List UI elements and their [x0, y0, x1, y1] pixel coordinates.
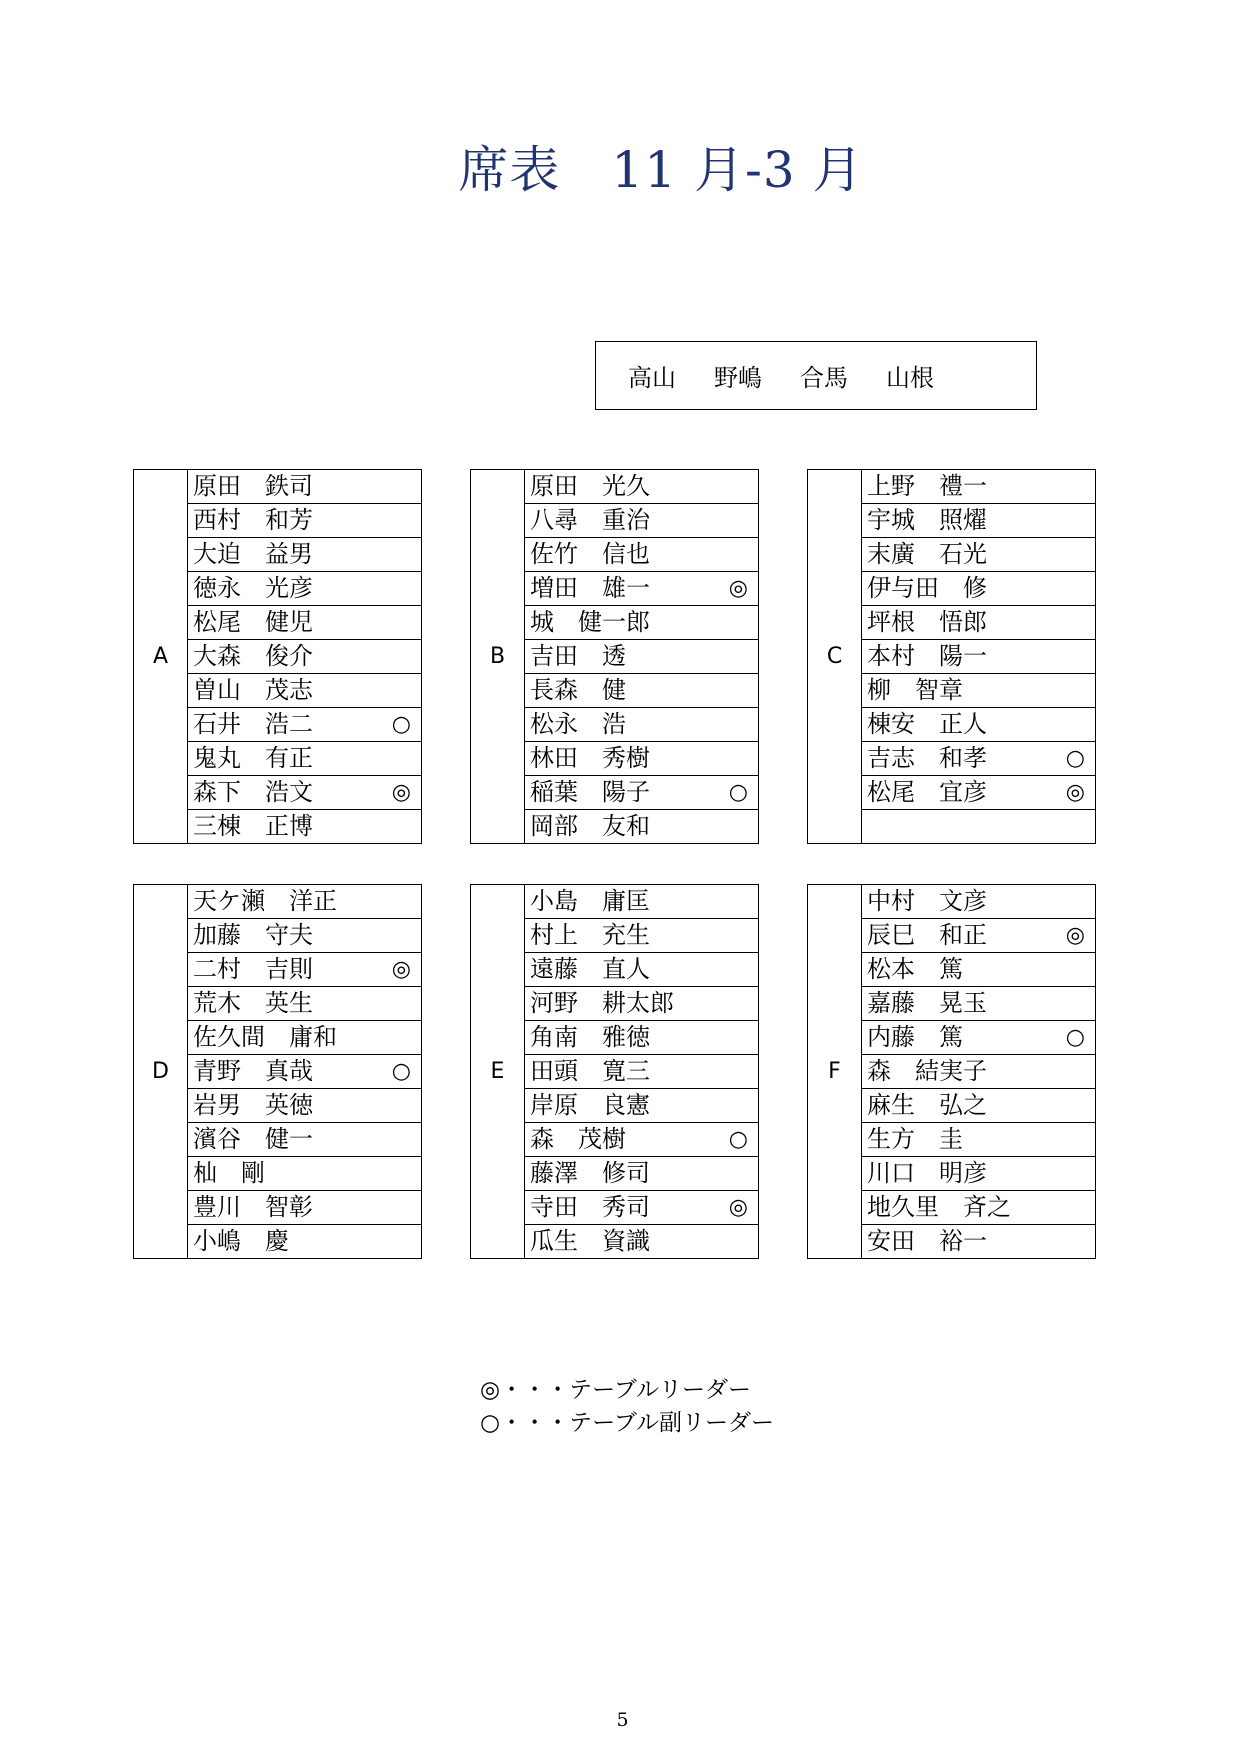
member-name: 石井 浩二 — [193, 710, 313, 738]
member-name: 西村 和芳 — [193, 506, 313, 534]
member-cell — [862, 810, 1096, 844]
group-letter: E — [471, 885, 525, 1259]
member-cell — [188, 606, 422, 640]
member-cell — [188, 1089, 422, 1123]
group-letter: A — [134, 470, 188, 844]
role-mark: ○ — [1065, 746, 1085, 771]
member-cell — [862, 708, 1096, 742]
member-name: 田頭 寛三 — [530, 1057, 650, 1085]
member-cell — [525, 572, 759, 606]
member-name: 城 健一郎 — [530, 608, 650, 636]
member-name: 末廣 石光 — [867, 540, 987, 568]
member-cell — [188, 1225, 422, 1259]
member-cell — [188, 640, 422, 674]
member-name: 麻生 弘之 — [867, 1091, 987, 1119]
member-cell — [525, 470, 759, 504]
member-name: 徳永 光彦 — [193, 574, 313, 602]
member-cell — [188, 1055, 422, 1089]
member-cell — [525, 708, 759, 742]
member-cell — [525, 674, 759, 708]
member-cell — [862, 742, 1096, 776]
role-mark: ○ — [391, 1059, 411, 1084]
member-name: 本村 陽一 — [867, 642, 987, 670]
table-group-b — [470, 469, 759, 844]
member-name: 小嶋 慶 — [193, 1227, 289, 1255]
member-name: 森下 浩文 — [193, 778, 313, 806]
member-name: 佐久間 庸和 — [193, 1023, 337, 1051]
member-cell — [525, 640, 759, 674]
member-name: 三棟 正博 — [193, 812, 313, 840]
table-row — [808, 885, 1096, 919]
member-cell — [862, 504, 1096, 538]
member-name: 長森 健 — [530, 676, 626, 704]
member-cell — [862, 1225, 1096, 1259]
member-cell — [188, 987, 422, 1021]
page-number: 5 — [616, 1709, 629, 1731]
member-cell — [188, 708, 422, 742]
table-group-e — [470, 884, 759, 1259]
member-cell — [525, 606, 759, 640]
member-cell — [862, 606, 1096, 640]
head-table-name: 野嶋 — [714, 364, 762, 392]
role-mark: ◎ — [391, 780, 411, 805]
table-group-d — [133, 884, 422, 1259]
member-name: 豊川 智彰 — [193, 1193, 313, 1221]
member-cell — [862, 538, 1096, 572]
member-name: 上野 禮一 — [867, 472, 987, 500]
member-cell — [862, 1157, 1096, 1191]
member-cell — [862, 1055, 1096, 1089]
role-mark: ◎ — [728, 1195, 748, 1220]
member-cell — [525, 919, 759, 953]
member-name: 伊与田 修 — [867, 574, 987, 602]
member-name: 岸原 良憲 — [530, 1091, 650, 1119]
member-name: 原田 光久 — [530, 472, 650, 500]
member-name: 辰巳 和正 — [867, 921, 987, 949]
role-mark: ○ — [391, 712, 411, 737]
member-name: 松尾 宜彦 — [867, 778, 987, 806]
member-name: 村上 充生 — [530, 921, 650, 949]
member-name: 宇城 照燿 — [867, 506, 987, 534]
member-cell — [862, 640, 1096, 674]
head-table-name: 山根 — [886, 364, 934, 392]
member-cell — [862, 572, 1096, 606]
table-row — [471, 885, 759, 919]
member-cell — [188, 953, 422, 987]
member-name: 坪根 悟郎 — [867, 608, 987, 636]
table-row — [134, 470, 422, 504]
member-name: 二村 吉則 — [193, 955, 313, 983]
role-mark: ◎ — [391, 957, 411, 982]
member-cell — [525, 953, 759, 987]
member-cell — [188, 810, 422, 844]
member-cell — [525, 1123, 759, 1157]
member-name: 杣 剛 — [193, 1159, 265, 1187]
role-mark: ◎ — [728, 576, 748, 601]
member-cell — [525, 1225, 759, 1259]
member-cell — [188, 674, 422, 708]
member-cell — [188, 572, 422, 606]
member-name: 中村 文彦 — [867, 887, 987, 915]
member-cell — [188, 470, 422, 504]
member-name: 荒木 英生 — [193, 989, 313, 1017]
member-name: 岡部 友和 — [530, 812, 650, 840]
member-cell — [188, 1021, 422, 1055]
member-cell — [525, 810, 759, 844]
member-name: 森 結実子 — [867, 1057, 987, 1085]
member-name: 吉田 透 — [530, 642, 626, 670]
member-name: 嘉藤 晃玉 — [867, 989, 987, 1017]
table-row — [134, 885, 422, 919]
member-cell — [862, 470, 1096, 504]
member-cell — [525, 1055, 759, 1089]
member-name: 大迫 益男 — [193, 540, 313, 568]
member-cell — [862, 1021, 1096, 1055]
role-mark: ◎ — [1065, 780, 1085, 805]
member-name: 濱谷 健一 — [193, 1125, 313, 1153]
member-cell — [525, 504, 759, 538]
head-table-name: 高山 — [628, 364, 676, 392]
member-name: 鬼丸 有正 — [193, 744, 313, 772]
member-cell — [862, 674, 1096, 708]
member-cell — [188, 504, 422, 538]
role-mark: ○ — [728, 780, 748, 805]
member-name: 松永 浩 — [530, 710, 626, 738]
member-name: 増田 雄一 — [530, 574, 650, 602]
member-name: 安田 裕一 — [867, 1227, 987, 1255]
member-name: 松尾 健児 — [193, 608, 313, 636]
member-name: 原田 鉄司 — [193, 472, 313, 500]
member-cell — [525, 1021, 759, 1055]
table-group-c — [807, 469, 1096, 844]
member-name: 柳 智章 — [867, 676, 963, 704]
member-name: 小島 庸匡 — [530, 887, 650, 915]
member-cell — [862, 776, 1096, 810]
group-letter: B — [471, 470, 525, 844]
table-group-a — [133, 469, 422, 844]
member-cell — [525, 987, 759, 1021]
member-name: 大森 俊介 — [193, 642, 313, 670]
member-name: 瓜生 資識 — [530, 1227, 650, 1255]
member-name: 角南 雅徳 — [530, 1023, 650, 1051]
member-name: 川口 明彦 — [867, 1159, 987, 1187]
member-cell — [525, 1191, 759, 1225]
member-name: 藤澤 修司 — [530, 1159, 650, 1187]
role-mark: ◎ — [1065, 923, 1085, 948]
member-cell — [525, 1157, 759, 1191]
member-cell — [862, 987, 1096, 1021]
legend — [480, 1374, 774, 1440]
member-name: 生方 圭 — [867, 1125, 963, 1153]
member-cell — [188, 1191, 422, 1225]
member-name: 八尋 重治 — [530, 506, 650, 534]
member-name: 森 茂樹 — [530, 1125, 626, 1153]
member-name: 岩男 英徳 — [193, 1091, 313, 1119]
member-cell — [188, 919, 422, 953]
group-letter: F — [808, 885, 862, 1259]
member-cell — [188, 538, 422, 572]
member-name: 河野 耕太郎 — [530, 989, 674, 1017]
member-name: 遠藤 直人 — [530, 955, 650, 983]
role-mark: ○ — [1065, 1025, 1085, 1050]
member-cell — [525, 885, 759, 919]
member-name: 青野 真哉 — [193, 1057, 313, 1085]
member-cell — [862, 919, 1096, 953]
page-title: 席表 11 月-3 月 — [458, 141, 864, 199]
member-name: 稲葉 陽子 — [530, 778, 650, 806]
member-cell — [525, 742, 759, 776]
member-cell — [862, 885, 1096, 919]
member-cell — [525, 538, 759, 572]
legend-subleader: ○・・・テーブル副リーダー — [480, 1410, 774, 1436]
group-letter: C — [808, 470, 862, 844]
member-name: 松本 篤 — [867, 955, 963, 983]
member-cell — [525, 1089, 759, 1123]
member-cell — [862, 1123, 1096, 1157]
member-name: 林田 秀樹 — [530, 744, 650, 772]
member-name: 曽山 茂志 — [193, 676, 313, 704]
legend-leader: ◎・・・テーブルリーダー — [480, 1377, 751, 1403]
member-cell — [188, 885, 422, 919]
member-cell — [862, 953, 1096, 987]
member-name: 地久里 斉之 — [867, 1193, 1011, 1221]
member-name: 寺田 秀司 — [530, 1193, 650, 1221]
member-cell — [862, 1089, 1096, 1123]
member-cell — [188, 742, 422, 776]
member-name: 吉志 和孝 — [867, 744, 987, 772]
member-cell — [525, 776, 759, 810]
member-cell — [188, 1157, 422, 1191]
member-name: 加藤 守夫 — [193, 921, 313, 949]
head-table-name: 合馬 — [800, 364, 848, 392]
member-cell — [188, 1123, 422, 1157]
member-name: 内藤 篤 — [867, 1023, 963, 1051]
member-cell — [862, 1191, 1096, 1225]
member-cell — [188, 776, 422, 810]
group-letter: D — [134, 885, 188, 1259]
role-mark: ○ — [728, 1127, 748, 1152]
member-name: 天ケ瀬 洋正 — [193, 887, 337, 915]
table-group-f — [807, 884, 1096, 1259]
member-name: 佐竹 信也 — [530, 540, 650, 568]
table-row — [471, 470, 759, 504]
table-row — [808, 470, 1096, 504]
head-table-box — [595, 341, 1037, 410]
member-name: 棟安 正人 — [867, 710, 987, 738]
